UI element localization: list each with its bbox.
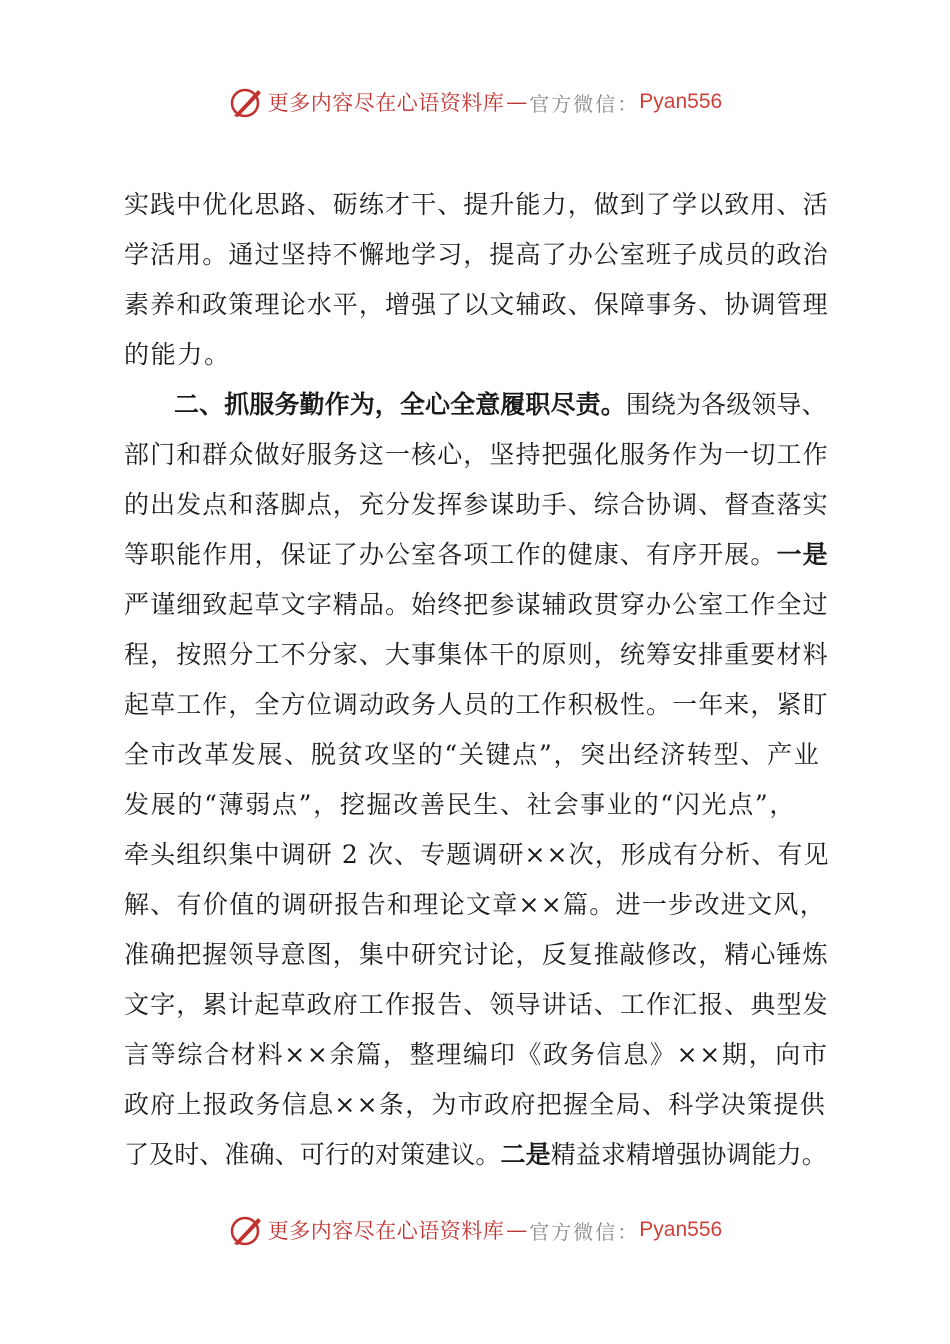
text-line — [124, 730, 830, 780]
text-line — [124, 280, 830, 330]
text-segment: 的出发点和落脚点，充分发挥参谋助手、综合协调、督查落实 — [124, 490, 829, 519]
banner-wechat-label: 官方微信： — [529, 91, 640, 116]
text-segment: 了及时、准确、可行的对策建议。 — [124, 1140, 501, 1169]
text-segment: 全市改革发展、脱贫攻坚的“关键点”，突出经济转型、产业 — [124, 740, 821, 769]
text-line — [124, 880, 830, 930]
banner-wechat-id: Pyan556 — [639, 90, 723, 113]
text-segment: 严谨细致起草文字精品。始终把参谋辅政贯穿办公室工作全过 — [124, 590, 829, 619]
text-segment: 围绕为各级领导、 — [625, 390, 827, 419]
text-line — [124, 780, 830, 830]
text-segment: 的能力。 — [124, 340, 231, 369]
text-segment: 解、有价值的调研报告和理论文章××篇。进一步改进文风， — [124, 890, 826, 919]
text-line — [124, 230, 830, 280]
quill-pen-logo-icon — [228, 1212, 264, 1248]
text-line — [124, 480, 830, 530]
text-line — [124, 1030, 830, 1080]
text-segment: 精益求精增强协调能力。 — [550, 1140, 827, 1169]
text-line — [124, 380, 830, 430]
text-line — [124, 580, 830, 630]
banner-dash: — — [506, 90, 528, 114]
text-segment: 部门和群众做好服务这一核心，坚持把强化服务作为一切工作 — [124, 440, 829, 469]
text-segment: 起草工作，全方位调动政务人员的工作积极性。一年来，紧盯 — [124, 690, 829, 719]
text-segment: 等职能作用，保证了办公室各项工作的健康、有序开展。 — [124, 540, 777, 569]
bold-text-segment: 二、抓服务勤作为，全心全意履职尽责。 — [174, 390, 626, 419]
text-line — [124, 630, 830, 680]
footer-banner — [0, 1208, 950, 1252]
text-segment: 政府上报政务信息××条，为市政府把握全局、科学决策提供 — [124, 1090, 826, 1119]
text-segment: 准确把握领导意图，集中研究讨论，反复推敲修改，精心锤炼 — [124, 940, 829, 969]
banner-dash: — — [506, 1218, 528, 1242]
text-line — [124, 530, 830, 580]
text-line — [124, 430, 830, 480]
text-segment: 实践中优化思路、砺练才干、提升能力，做到了学以致用、活 — [124, 190, 829, 219]
header-banner — [0, 80, 950, 124]
banner-text: 更多内容尽在心语资料库 — [267, 1219, 505, 1243]
text-segment: 程，按照分工不分家、大事集体干的原则，统筹安排重要材料 — [124, 640, 829, 669]
text-line — [124, 1080, 830, 1130]
bold-text-segment: 二是 — [500, 1140, 551, 1169]
text-line — [124, 830, 830, 880]
banner-wechat-id: Pyan556 — [639, 1218, 723, 1241]
text-segment: 牵头组织集中调研 2 次、专题调研××次，形成有分析、有见 — [124, 840, 830, 869]
text-segment: 学活用。通过坚持不懈地学习，提高了办公室班子成员的政治 — [124, 240, 829, 269]
text-segment: 素养和政策理论水平，增强了以文辅政、保障事务、协调管理 — [124, 290, 829, 319]
quill-pen-logo-icon — [228, 84, 264, 120]
text-segment: 言等综合材料××余篇，整理编印《政务信息》××期，向市 — [124, 1040, 829, 1069]
text-segment: 文字，累计起草政府工作报告、领导讲话、工作汇报、典型发 — [124, 990, 829, 1019]
bold-text-segment: 一是 — [776, 540, 829, 569]
text-line — [124, 180, 830, 230]
text-line — [124, 680, 830, 730]
text-line — [124, 980, 830, 1030]
text-line — [124, 330, 830, 380]
banner-wechat-label: 官方微信： — [529, 1219, 640, 1244]
banner-text: 更多内容尽在心语资料库 — [267, 91, 505, 115]
text-line — [124, 1130, 830, 1180]
text-line — [124, 930, 830, 980]
document-body — [124, 180, 830, 1180]
text-segment: 发展的“薄弱点”，挖掘改善民生、社会事业的“闪光点”， — [124, 790, 797, 819]
